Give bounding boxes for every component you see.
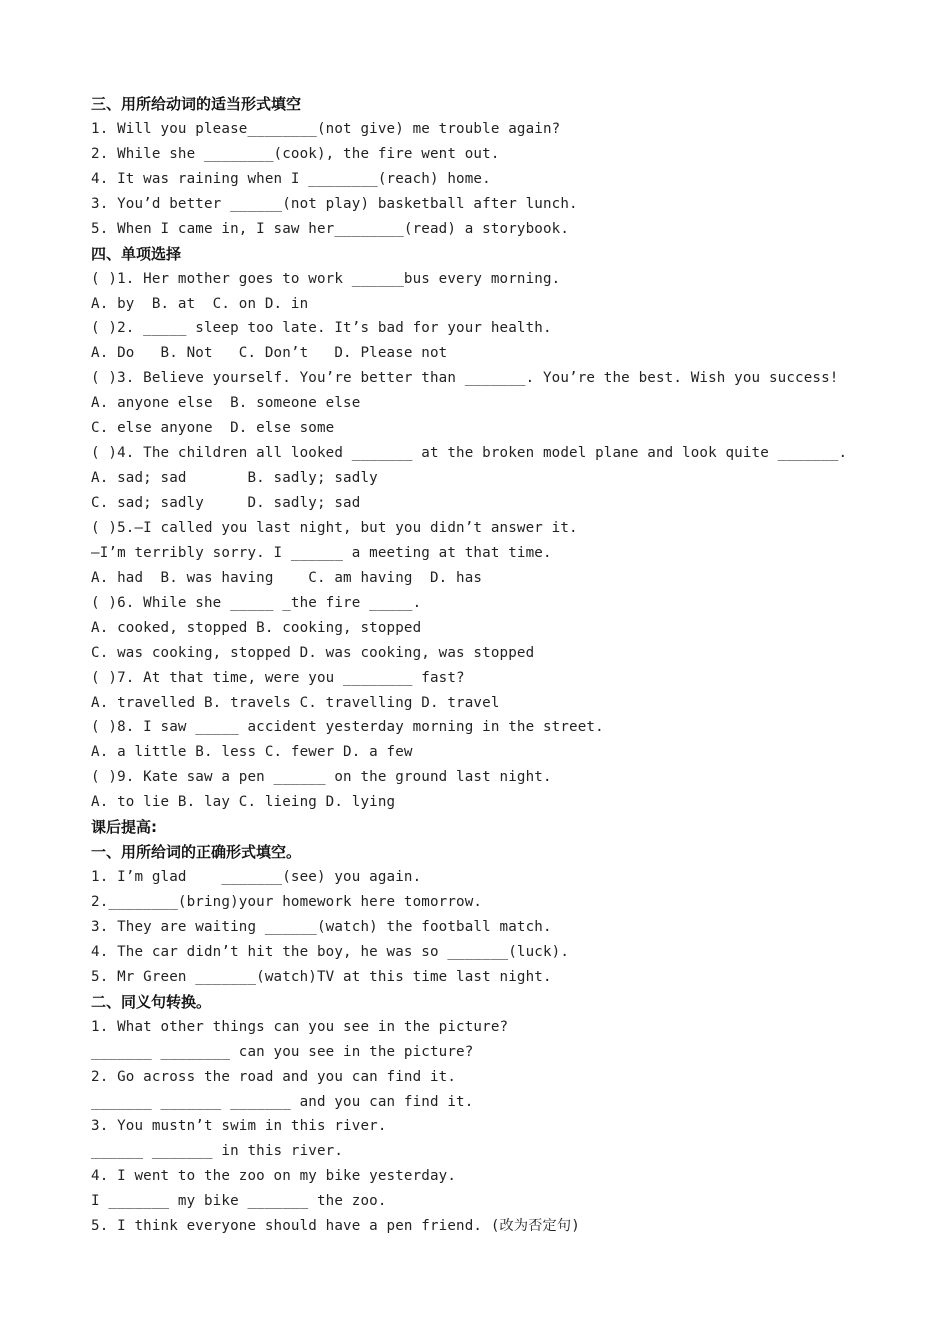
worksheet-line: 5. Mr Green _______(watch)TV at this time last night.	[91, 968, 552, 985]
section-heading: 二、同义句转换。	[91, 992, 212, 1011]
worksheet-line: C. else anyone D. else some	[91, 420, 335, 437]
worksheet-line: A. by B. at C. on D. in	[91, 295, 309, 312]
section-heading: 三、用所给动词的适当形式填空	[91, 95, 302, 113]
worksheet-line: A. sad; sad B. sadly; sadly	[91, 470, 378, 487]
worksheet-line: 1. Will you please________(not give) me trouble again?	[91, 120, 561, 137]
worksheet-line: 2.________(bring)your homework here tomorrow.	[91, 894, 483, 910]
worksheet-line: 1. What other things can you see in the picture?	[91, 1018, 509, 1035]
worksheet-line: _______ _______ _______ and you can find it.	[91, 1093, 474, 1110]
worksheet-line: 5. I think everyone should have a pen friend. (改为否定句)	[91, 1218, 580, 1235]
section-heading: 一、用所给词的正确形式填空。	[91, 843, 302, 862]
worksheet-line: 4. The car didn’t hit the boy, he was so _______(luck).	[91, 943, 570, 960]
worksheet-line: ( )3. Believe yourself. You’re better than _______. You’re the best. Wish you success!	[91, 370, 839, 387]
worksheet-line: ( )4. The children all looked _______ at the broken model plane and look quite _______.	[91, 445, 848, 462]
section-heading: 课后提高:	[91, 818, 157, 837]
worksheet-line: 1. I’m glad _______(see) you again.	[91, 869, 422, 886]
worksheet-line: A. cooked, stopped B. cooking, stopped	[91, 619, 422, 636]
worksheet-line: I _______ my bike _______ the zoo.	[91, 1193, 387, 1210]
worksheet-line: 2. While she ________(cook), the fire went out.	[91, 145, 500, 162]
worksheet-line: 3. You’d better ______(not play) basketball after lunch.	[91, 195, 578, 212]
worksheet-line: A. a little B. less C. fewer D. a few	[91, 744, 413, 761]
worksheet-line: 2. Go across the road and you can find it.	[91, 1068, 457, 1085]
worksheet-line: 5. When I came in, I saw her________(read) a storybook.	[91, 220, 570, 237]
worksheet-line: A. had B. was having C. am having D. has	[91, 569, 483, 586]
worksheet-line: ( )8. I saw _____ accident yesterday morning in the street.	[91, 719, 604, 736]
worksheet-line: 4. I went to the zoo on my bike yesterday.	[91, 1168, 457, 1185]
section-heading: 四、单项选择	[91, 244, 182, 263]
worksheet-line: ( )6. While she _____ _the fire _____.	[91, 594, 422, 611]
worksheet-line: A. to lie B. lay C. lieing D. lying	[91, 794, 396, 811]
worksheet-line: C. was cooking, stopped D. was cooking, was stopped	[91, 644, 535, 661]
worksheet-line: ______ _______ in this river.	[91, 1143, 344, 1160]
worksheet-line: ( )9. Kate saw a pen ______ on the ground last night.	[91, 769, 552, 786]
worksheet-line: 3. They are waiting ______(watch) the football match.	[91, 918, 552, 935]
worksheet-line: ( )7. At that time, were you ________ fast?	[91, 669, 465, 686]
worksheet-line: ( )2. _____ sleep too late. It’s bad for your health.	[91, 320, 552, 337]
worksheet-line: _______ ________ can you see in the picture?	[91, 1043, 474, 1060]
worksheet-line: —I’m terribly sorry. I ______ a meeting at that time.	[91, 544, 552, 561]
worksheet-line: 4. It was raining when I ________(reach) home.	[91, 170, 491, 187]
worksheet-page	[91, 92, 891, 1239]
worksheet-line: A. travelled B. travels C. travelling D. travel	[91, 694, 500, 711]
worksheet-line: A. anyone else B. someone else	[91, 395, 361, 412]
worksheet-line: 3. You mustn’t swim in this river.	[91, 1118, 387, 1135]
worksheet-line: ( )5.—I called you last night, but you didn’t answer it.	[91, 519, 578, 536]
worksheet-line: ( )1. Her mother goes to work ______bus every morning.	[91, 270, 561, 287]
worksheet-line: A. Do B. Not C. Don’t D. Please not	[91, 345, 448, 362]
worksheet-line: C. sad; sadly D. sadly; sad	[91, 495, 361, 511]
